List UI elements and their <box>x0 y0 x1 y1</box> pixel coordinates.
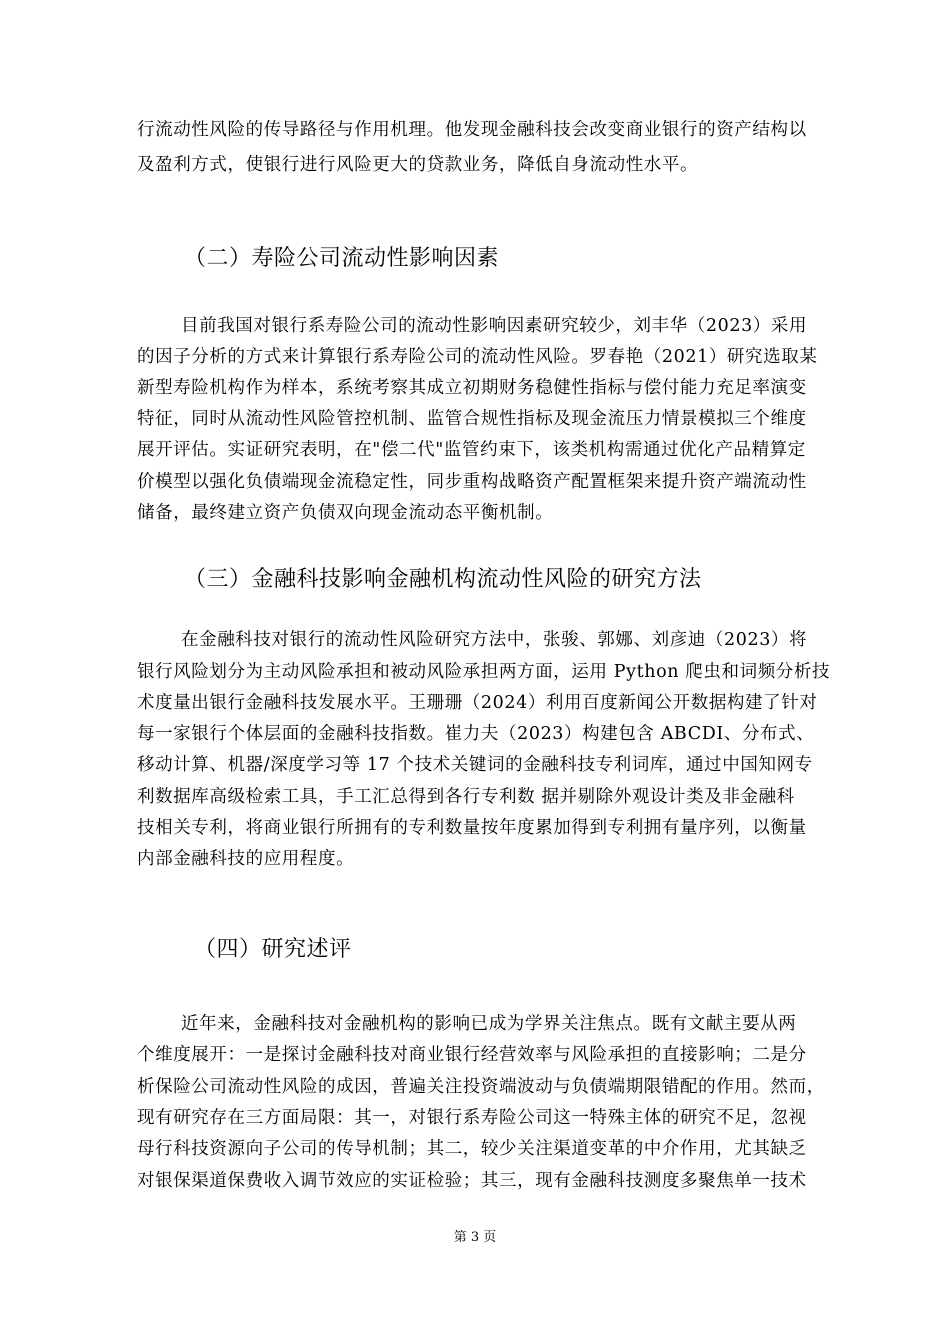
text-line: 现有研究存在三方面局限：其一，对银行系寿险公司这一特殊主体的研究不足，忽视 <box>137 1108 807 1128</box>
text-line: 析保险公司流动性风险的成因，普遍关注投资端波动与负债端期限错配的作用。然而， <box>137 1077 825 1097</box>
text-line: 母行科技资源向子公司的传导机制；其二，较少关注渠道变革的中介作用，尤其缺乏 <box>137 1139 807 1159</box>
text-line: 的因子分析的方式来计算银行系寿险公司的流动性风险。罗春艳（2021）研究选取某 <box>137 347 818 367</box>
page-number: 第 3 页 <box>453 1230 497 1245</box>
section-heading-3: （三）金融科技影响金融机构流动性风险的研究方法 <box>184 567 702 592</box>
text-line: 在金融科技对银行的流动性风险研究方法中，张骏、郭娜、刘彦迪（2023）将 <box>181 630 808 650</box>
text-line: 及盈利方式，使银行进行风险更大的贷款业务，降低自身流动性水平。 <box>137 155 699 175</box>
text-line: 行流动性风险的传导路径与作用机理。他发现金融科技会改变商业银行的资产结构以 <box>137 120 807 140</box>
section-heading-2: （二）寿险公司流动性影响因素 <box>184 246 500 271</box>
text-line: 银行风险划分为主动风险承担和被动风险承担两方面，运用 Python 爬虫和词频分析技 <box>137 662 831 682</box>
text-line: 价模型以强化负债端现金流稳定性，同步重构战略资产配置框架来提升资产端流动性 <box>137 472 807 492</box>
text-line: 储备，最终建立资产负债双向现金流动态平衡机制。 <box>137 503 554 523</box>
text-line: 近年来，金融科技对金融机构的影响已成为学界关注焦点。既有文献主要从两 <box>181 1014 797 1034</box>
text-line: 特征，同时从流动性风险管控机制、监管合规性指标及现金流压力情景模拟三个维度 <box>137 409 807 429</box>
text-line: 新型寿险机构作为样本，系统考察其成立初期财务稳健性指标与偿付能力充足率演变 <box>137 378 807 398</box>
text-line: 对银保渠道保费收入调节效应的实证检验；其三，现有金融科技测度多聚焦单一技术 <box>137 1171 807 1191</box>
text-line: 术度量出银行金融科技发展水平。王珊珊（2024）利用百度新闻公开数据构建了针对 <box>137 693 818 713</box>
text-line: 移动计算、机器/深度学习等 17 个技术关键词的金融科技专利词库，通过中国知网专 <box>137 755 813 775</box>
text-line: 内部金融科技的应用程度。 <box>137 849 355 869</box>
text-line: 每一家银行个体层面的金融科技指数。崔力夫（2023）构建包含 ABCDI、分布式、 <box>137 724 815 744</box>
text-line: 展开评估。实证研究表明，在"偿二代"监管约束下，该类机构需通过优化产品精算定 <box>137 440 806 460</box>
section-heading-4: （四）研究述评 <box>194 937 352 962</box>
text-line: 技相关专利，将商业银行所拥有的专利数量按年度累加得到专利拥有量序列，以衡量 <box>137 818 807 838</box>
text-line: 个维度展开：一是探讨金融科技对商业银行经营效率与风险承担的直接影响；二是分 <box>137 1045 807 1065</box>
text-line: 目前我国对银行系寿险公司的流动性影响因素研究较少，刘丰华（2023）采用 <box>181 316 808 336</box>
text-line: 利数据库高级检索工具，手工汇总得到各行专利数 据并剔除外观设计类及非金融科 <box>137 787 795 807</box>
